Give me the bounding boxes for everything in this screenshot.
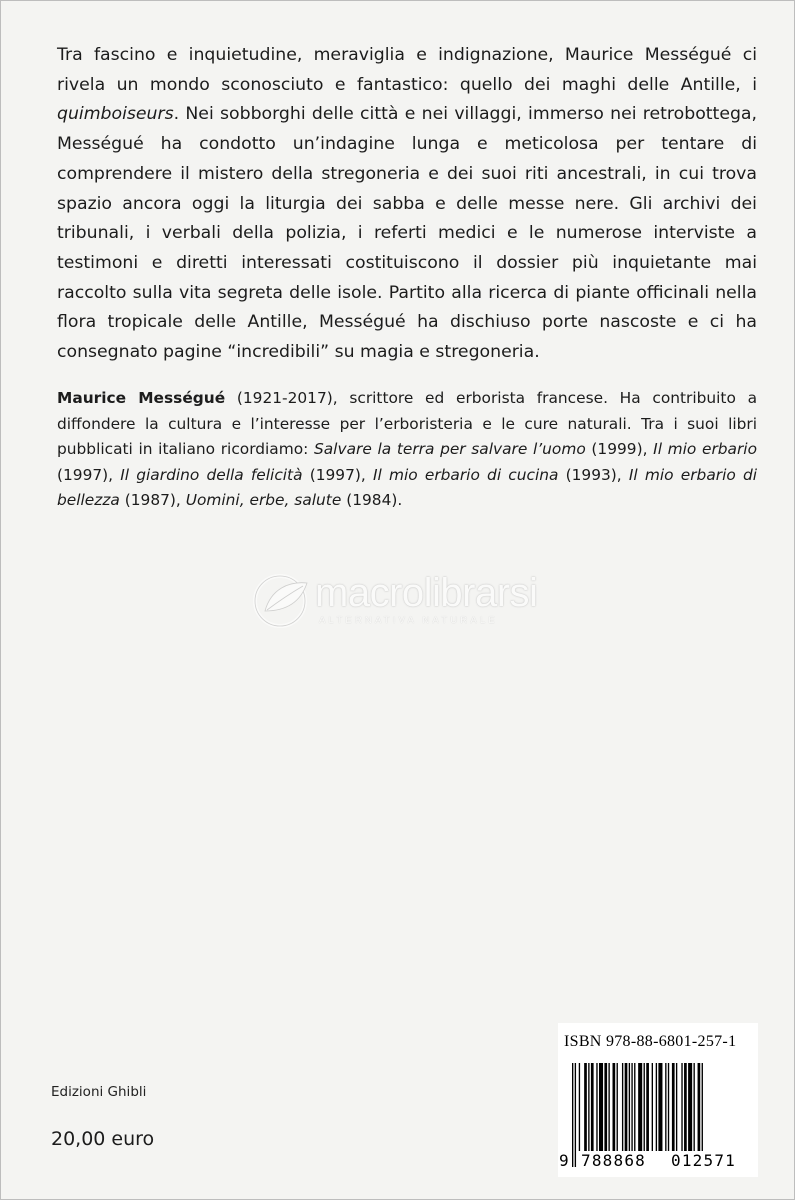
barcode-bar — [575, 1063, 576, 1167]
barcode-bar — [676, 1063, 677, 1151]
bio-text-4: (1997), — [302, 465, 373, 484]
blurb-italic-term: quimboiseurs — [57, 104, 174, 125]
blurb-text-2: . Nei sobborghi delle città e nei villaggi, immerso nei retrobottega, Mességué ha condotto un’indagine lunga e meticolosa per tentare di comprendere il mistero della stregoneria e dei suoi riti ancestrali, in cui trova spazio ancora oggi la liturgia dei sabba e delle messe nere. Gli archivi dei tribunali, i verbali della polizia, i referti medici e le numerose interviste a testimoni e diretti interessati costituiscono il dossier più inquietante mai raccolto sulla vita segreta delle isole. Partito alla ricerca di piante officinali nella flora tropicale delle Antille, Mességué ha dischiuso porte nascoste e ci ha consegnato pagine “incredibili” su magia e stregoneria. — [57, 104, 757, 363]
barcode-bar — [644, 1063, 645, 1151]
barcode-bar — [665, 1063, 666, 1151]
macrolibrarsi-watermark — [251, 567, 551, 637]
watermark-name: macrolibrarsi — [315, 571, 538, 615]
barcode-bar — [629, 1063, 630, 1151]
barcode-bar — [631, 1063, 632, 1151]
bio-text-1: (1921-2017), scrittore ed erborista francese. Ha contribuito a diffondere la cultura e l’interesse per l’erboristeria e le cure naturali. Tra i suoi libri pubblicati in italiano ricordiamo: — [57, 389, 757, 458]
bio-text-5: (1993), — [558, 465, 629, 484]
barcode-bar — [698, 1063, 701, 1151]
author-bio — [57, 386, 757, 514]
barcode-bar — [658, 1063, 662, 1151]
book-title-1: Salvare la terra per salvare l’uomo — [313, 440, 586, 458]
book-title-4: Il mio erbario di cucina — [372, 465, 559, 484]
bio-text-6: (1987), — [119, 491, 186, 509]
watermark-tagline: ALTERNATIVA NATURALE — [319, 615, 498, 626]
barcode-bar — [608, 1063, 609, 1151]
barcode-bar — [684, 1063, 687, 1151]
barcode-bar — [668, 1063, 669, 1151]
price: 20,00 euro — [51, 1128, 155, 1150]
isbn-label: ISBN 978-88-6801-257-1 — [564, 1033, 737, 1050]
barcode-first-digit: 9 — [559, 1151, 569, 1170]
barcode-right-digits: 012571 — [671, 1151, 736, 1170]
blurb-text-1: Tra fascino e inquietudine, meraviglia e indignazione, Maurice Mességué ci rivela un mondo sconosciuto e fantastico: quello dei maghi delle Antille, i — [57, 45, 757, 95]
book-title-2: Il mio erbario — [653, 440, 757, 458]
barcode-bar — [579, 1063, 580, 1151]
barcode-left-digits: 788868 — [581, 1151, 646, 1170]
book-title-3: Il giardino della felicità — [120, 465, 303, 484]
barcode-bar — [688, 1063, 692, 1151]
barcode-bar — [622, 1063, 623, 1151]
publisher-name: Edizioni Ghibli — [51, 1084, 147, 1100]
barcode-bar — [613, 1063, 616, 1151]
book-title-5: Il mio erbario di bellezza — [57, 465, 758, 509]
barcode-bar — [617, 1063, 618, 1151]
barcode-bar — [646, 1063, 649, 1151]
barcode-bar — [681, 1063, 682, 1151]
author-name: Maurice Mességué — [57, 389, 226, 407]
bio-text-2: (1999), — [585, 440, 654, 458]
barcode-bar — [599, 1063, 603, 1151]
barcode-bar — [672, 1063, 675, 1151]
barcode-bar — [604, 1063, 607, 1151]
barcode-bar — [652, 1063, 653, 1151]
isbn-barcode-block — [558, 1023, 758, 1177]
barcode-bar — [694, 1063, 695, 1151]
leaf-logo-icon — [251, 571, 313, 629]
barcode-bar — [656, 1063, 657, 1151]
barcode-bar — [572, 1063, 573, 1167]
book-title-6: Uomini, erbe, salute — [185, 491, 342, 509]
blurb-paragraph — [57, 41, 757, 368]
barcode-bar — [625, 1063, 628, 1151]
barcode-bar — [588, 1063, 589, 1151]
barcode-bar — [596, 1063, 597, 1151]
barcode-bar — [591, 1063, 594, 1151]
bio-text-3: (1997), — [57, 465, 121, 484]
bio-text-7: (1984). — [341, 491, 403, 509]
barcode-bar — [584, 1063, 587, 1151]
